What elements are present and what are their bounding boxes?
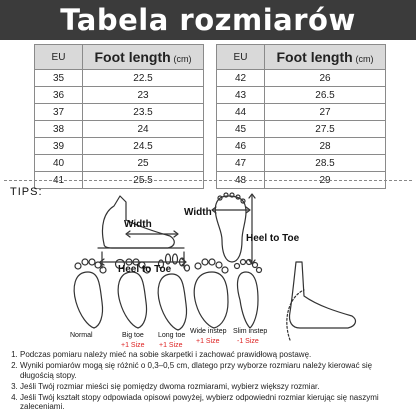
foot-type-label-slim-instep: Slim instep xyxy=(233,328,268,335)
header-eu: EU xyxy=(35,45,83,70)
foot-type-label-big-toe: Big toe xyxy=(122,332,144,339)
eu-cell: 41 xyxy=(35,172,83,189)
cm-cell: 25.5 xyxy=(83,172,204,189)
foot-type-adjust-wide-instep: +1 Size xyxy=(196,338,220,345)
eu-cell: 42 xyxy=(217,70,265,87)
foot-type-adjust-big-toe: +1 Size xyxy=(121,342,145,349)
cm-cell: 26 xyxy=(265,70,386,87)
eu-cell: 36 xyxy=(35,87,83,104)
eu-cell: 35 xyxy=(35,70,83,87)
cm-cell: 26.5 xyxy=(265,87,386,104)
eu-cell: 45 xyxy=(217,121,265,138)
foot-type-label-wide-instep: Wide instep xyxy=(190,328,227,335)
cm-cell: 23.5 xyxy=(83,104,204,121)
foot-print-normal xyxy=(74,259,106,328)
foot-type-label-normal: Normal xyxy=(70,332,93,339)
cm-cell: 28 xyxy=(265,138,386,155)
note-item: 1. Podczas pomiaru należy mieć na sobie skarpetki i zachować prawidłową postawę. xyxy=(20,350,406,360)
foot-type-label-long-toe: Long toe xyxy=(158,332,186,339)
header-eu: EU xyxy=(217,45,265,70)
header-foot-length-label: Foot length xyxy=(94,49,171,65)
cm-cell: 28.5 xyxy=(265,155,386,172)
foot-print-wide-instep xyxy=(194,259,228,328)
note-item: 4. Jeśli Twój kształt stopy odpowiada opisowi powyżej, wybierz odpowiedni rozmiar kierując się naszymi zaleceniami. xyxy=(20,393,406,412)
eu-cell: 48 xyxy=(217,172,265,189)
eu-cell: 38 xyxy=(35,121,83,138)
eu-cell: 43 xyxy=(217,87,265,104)
note-item: 2. Wyniki pomiarów mogą się różnić o 0,3–0,5 cm, dlatego przy wyborze rozmiaru należy kierować się długością stopy. xyxy=(20,361,406,380)
eu-cell: 47 xyxy=(217,155,265,172)
header-foot-length-label: Foot length xyxy=(276,49,353,65)
top-foot-outline xyxy=(215,196,246,262)
width-label-side: Width xyxy=(124,219,152,230)
eu-cell: 40 xyxy=(35,155,83,172)
page-title: Tabela rozmiarów xyxy=(0,0,416,40)
instep-foot-outline xyxy=(289,262,355,328)
eu-cell: 39 xyxy=(35,138,83,155)
cm-cell: 24.5 xyxy=(83,138,204,155)
heel-to-toe-label-side: Heel to Toe xyxy=(118,264,172,275)
tips-label: TIPS: xyxy=(10,186,43,198)
cm-cell: 24 xyxy=(83,121,204,138)
cm-cell: 25 xyxy=(83,155,204,172)
foot-type-adjust-long-toe: +1 Size xyxy=(159,342,183,349)
foot-print-slim-instep xyxy=(235,260,262,329)
notes-list xyxy=(0,350,406,413)
eu-cell: 44 xyxy=(217,104,265,121)
eu-cell: 37 xyxy=(35,104,83,121)
header-unit: (cm) xyxy=(355,54,374,64)
eu-cell: 46 xyxy=(217,138,265,155)
cm-cell: 22.5 xyxy=(83,70,204,87)
note-item: 3. Jeśli Twój rozmiar mieści się pomiędzy dwoma rozmiarami, wybierz większy rozmiar. xyxy=(20,382,406,392)
cm-cell: 27.5 xyxy=(265,121,386,138)
header-unit: (cm) xyxy=(173,54,192,64)
cm-cell: 27 xyxy=(265,104,386,121)
heel-to-toe-label-top: Heel to Toe xyxy=(246,233,300,244)
width-label-top: Width xyxy=(184,207,212,218)
cm-cell: 29 xyxy=(265,172,386,189)
cm-cell: 23 xyxy=(83,87,204,104)
foot-type-adjust-slim-instep: -1 Size xyxy=(237,338,259,345)
